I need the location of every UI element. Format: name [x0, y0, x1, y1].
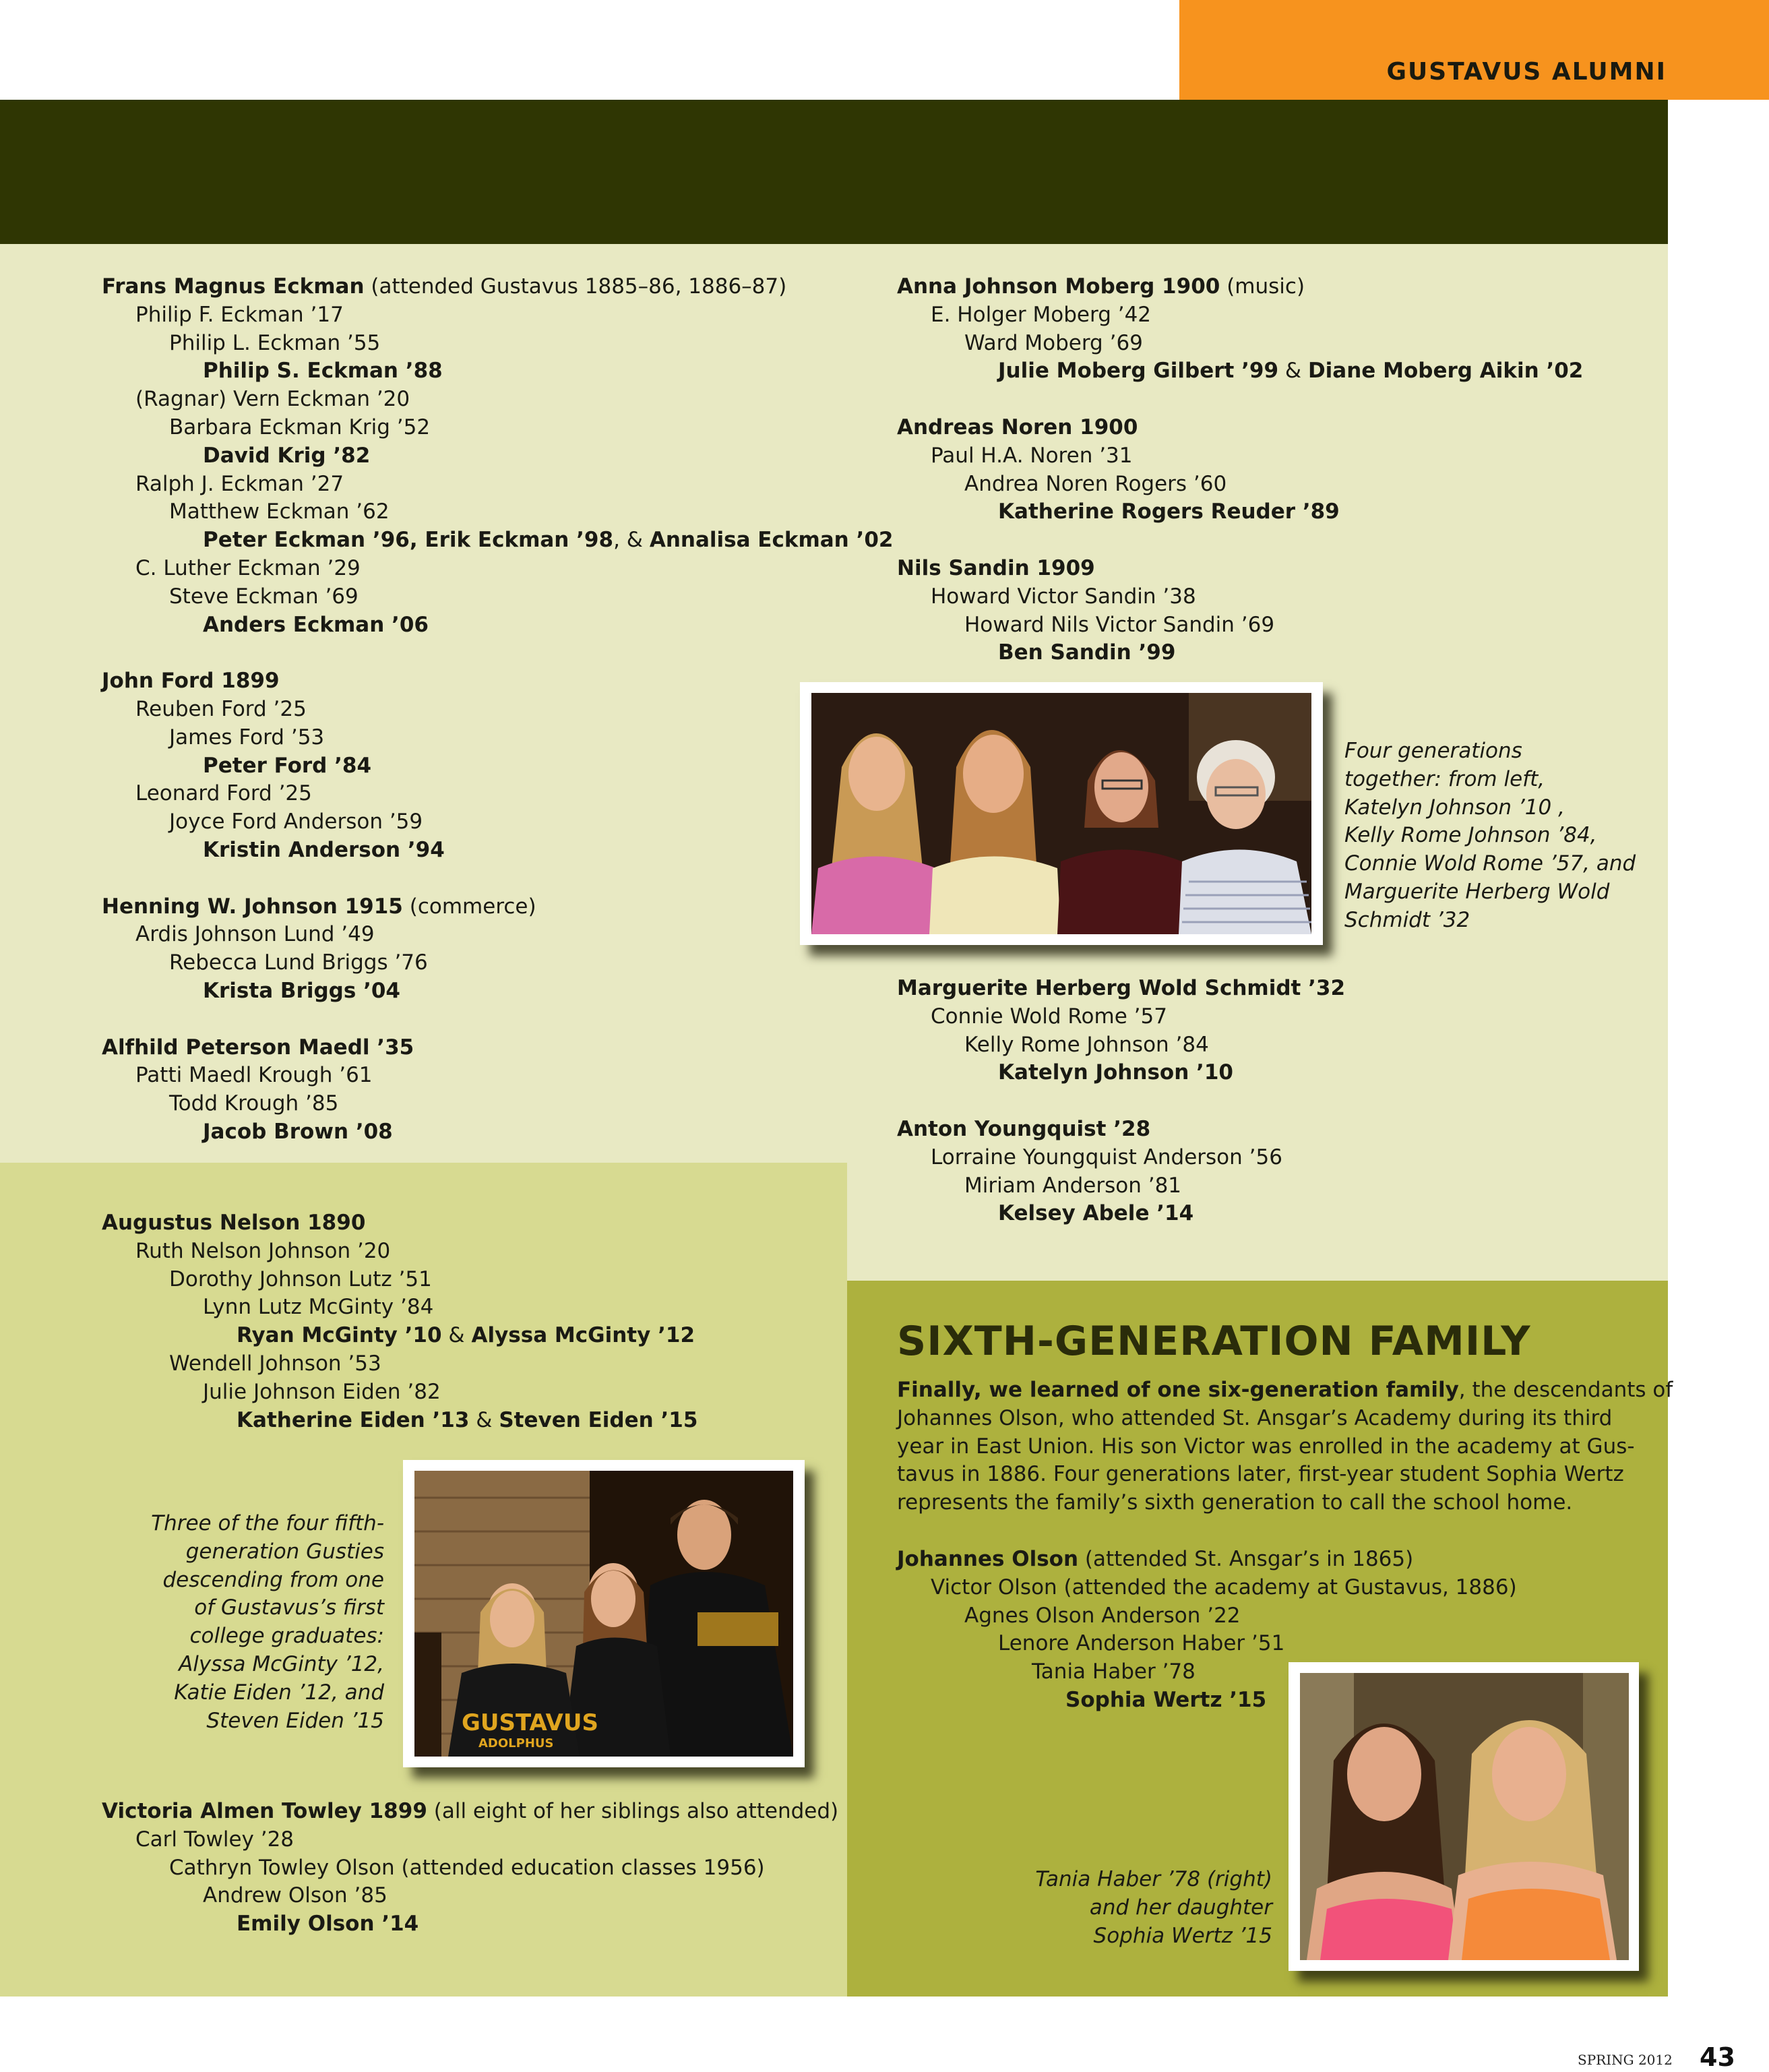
right-family-trees-lower [897, 975, 1345, 1228]
current-student: Kristin Anderson ’94 [203, 837, 445, 862]
issue-date: SPRING 2012 [1578, 2052, 1673, 2068]
current-student: Anders Eckman ’06 [203, 612, 429, 637]
haber-wertz-caption: Tania Haber ’78 (right) and her daughter Sophia Wertz ’15 [1035, 1867, 1272, 1948]
haber-wertz-photo [1289, 1662, 1639, 1971]
page-number: 43 [1700, 2042, 1735, 2072]
descendant: Ardis Johnson Lund ’49 [135, 922, 375, 947]
family-head: Augustus Nelson 1890 [102, 1211, 366, 1235]
section-label: GUSTAVUS ALUMNI [1386, 58, 1667, 86]
family-head: Anton Youngquist ’28 [897, 1116, 1151, 1141]
fifth-gen-caption: Three of the four fifth- generation Gusties descending from one of Gustavus’s first college graduates: Alyssa McGinty ’12, Katie Eiden ’12, and Steven Eiden ’15 [151, 1511, 384, 1733]
photo-image [414, 1471, 793, 1757]
descendant: Victor Olson (attended the academy at Gustavus, 1886) [931, 1575, 1517, 1599]
descendant: Barbara Eckman Krig ’52 [169, 415, 431, 439]
descendant: Howard Victor Sandin ’38 [931, 584, 1196, 609]
descendant: Howard Nils Victor Sandin ’69 [964, 612, 1275, 637]
fifth-gen-photo [403, 1460, 805, 1767]
current-student: Peter Eckman ’96, Erik Eckman ’98, & Annalisa Eckman ’02 [203, 528, 894, 553]
descendant: Philip L. Eckman ’55 [169, 330, 381, 355]
current-student: Peter Ford ’84 [203, 753, 372, 778]
descendant: Lorraine Youngquist Anderson ’56 [931, 1145, 1282, 1169]
descendant: Reuben Ford ’25 [135, 696, 307, 721]
nelson-family-tree [102, 1209, 697, 1434]
family-head: Nils Sandin 1909 [897, 555, 1095, 580]
current-student: Krista Briggs ’04 [203, 978, 401, 1003]
family-head: Anna Johnson Moberg 1900 (music) [897, 274, 1305, 299]
descendant: Cathryn Towley Olson (attended education classes 1956) [169, 1855, 765, 1880]
shirt-lettering: GUSTAVUS [462, 1709, 598, 1736]
current-student: Sophia Wertz ’15 [1065, 1687, 1267, 1712]
descendant: Rebecca Lund Briggs ’76 [169, 950, 428, 975]
descendant: Tania Haber ’78 [1032, 1659, 1196, 1684]
descendant: Leonard Ford ’25 [135, 781, 312, 806]
descendant: Todd Krough ’85 [169, 1091, 339, 1116]
descendant: Paul H.A. Noren ’31 [931, 443, 1133, 468]
descendant: Andrew Olson ’85 [203, 1883, 387, 1908]
sixth-generation-paragraph: Finally, we learned of one six-generation family, the descendants of Johannes Olson, who attended St. Ansgar’s Academy during its third year in East Union. His son Victor was enrolled in the academy at Gus- tavus in 1886. Four generations later, first-year student Sophia Wertz represents the family’s sixth generation to call the school home. [897, 1378, 1673, 1515]
current-student: Emily Olson ’14 [237, 1912, 419, 1937]
descendant: (Ragnar) Vern Eckman ’20 [135, 387, 410, 412]
current-student: Ben Sandin ’99 [998, 640, 1176, 665]
current-student: Kelsey Abele ’14 [998, 1201, 1194, 1226]
descendant: Ralph J. Eckman ’27 [135, 471, 344, 496]
family-head: Alfhild Peterson Maedl ’35 [102, 1035, 414, 1060]
descendant: Joyce Ford Anderson ’59 [169, 810, 423, 834]
towley-family-tree [102, 1798, 838, 1939]
descendant: Agnes Olson Anderson ’22 [964, 1603, 1241, 1628]
four-generations-photo [800, 682, 1323, 945]
descendant: Lenore Anderson Haber ’51 [998, 1631, 1285, 1656]
descendant: E. Holger Moberg ’42 [931, 302, 1152, 327]
descendant: Steve Eckman ’69 [169, 584, 359, 609]
current-student: Katherine Eiden ’13 & Steven Eiden ’15 [237, 1407, 698, 1432]
family-head: Frans Magnus Eckman (attended Gustavus 1885–86, 1886–87) [102, 274, 787, 299]
family-head: Victoria Almen Towley 1899 (all eight of her siblings also attended) [102, 1799, 839, 1823]
family-head: Johannes Olson (attended St. Ansgar’s in 1865) [897, 1547, 1414, 1571]
descendant: Julie Johnson Eiden ’82 [203, 1379, 441, 1404]
descendant: C. Luther Eckman ’29 [135, 555, 361, 580]
descendant: Miriam Anderson ’81 [964, 1173, 1182, 1198]
family-head: Andreas Noren 1900 [897, 415, 1138, 439]
descendant: Matthew Eckman ’62 [169, 499, 390, 524]
four-generations-caption: Four generations together: from left, Katelyn Johnson ’10 , Kelly Rome Johnson ’84, Connie Wold Rome ’57, and Marguerite Herberg Wold Schmidt ’32 [1344, 739, 1636, 932]
current-student: Katelyn Johnson ’10 [998, 1060, 1233, 1085]
descendant: Ruth Nelson Johnson ’20 [135, 1238, 391, 1263]
current-student: Katherine Rogers Reuder ’89 [998, 499, 1340, 524]
descendant: Kelly Rome Johnson ’84 [964, 1032, 1209, 1057]
descendant: Dorothy Johnson Lutz ’51 [169, 1267, 432, 1291]
descendant: Wendell Johnson ’53 [169, 1351, 381, 1376]
right-family-trees [897, 273, 1583, 667]
current-student: Ryan McGinty ’10 & Alyssa McGinty ’12 [237, 1323, 695, 1348]
sixth-generation-heading: SIXTH-GENERATION FAMILY [897, 1318, 1531, 1365]
left-family-trees [102, 273, 893, 1147]
descendant: Lynn Lutz McGinty ’84 [203, 1295, 434, 1320]
family-head: Henning W. Johnson 1915 (commerce) [102, 894, 536, 919]
family-head: John Ford 1899 [102, 669, 280, 694]
current-student: Julie Moberg Gilbert ’99 & Diane Moberg Aikin ’02 [998, 359, 1584, 384]
descendant: Carl Towley ’28 [135, 1827, 294, 1852]
descendant: Patti Maedl Krough ’61 [135, 1063, 373, 1088]
header-band [0, 100, 1668, 244]
descendant: Ward Moberg ’69 [964, 330, 1143, 355]
current-student: Philip S. Eckman ’88 [203, 359, 443, 384]
photo-image [1300, 1673, 1629, 1960]
descendant: Philip F. Eckman ’17 [135, 302, 344, 327]
current-student: David Krig ’82 [203, 443, 371, 468]
descendant: Andrea Noren Rogers ’60 [964, 471, 1227, 496]
shirt-lettering: ADOLPHUS [478, 1736, 554, 1750]
descendant: Connie Wold Rome ’57 [931, 1004, 1167, 1029]
current-student: Jacob Brown ’08 [203, 1119, 393, 1144]
photo-image [811, 693, 1311, 934]
family-head: Marguerite Herberg Wold Schmidt ’32 [897, 976, 1346, 1000]
descendant: James Ford ’53 [169, 725, 325, 750]
